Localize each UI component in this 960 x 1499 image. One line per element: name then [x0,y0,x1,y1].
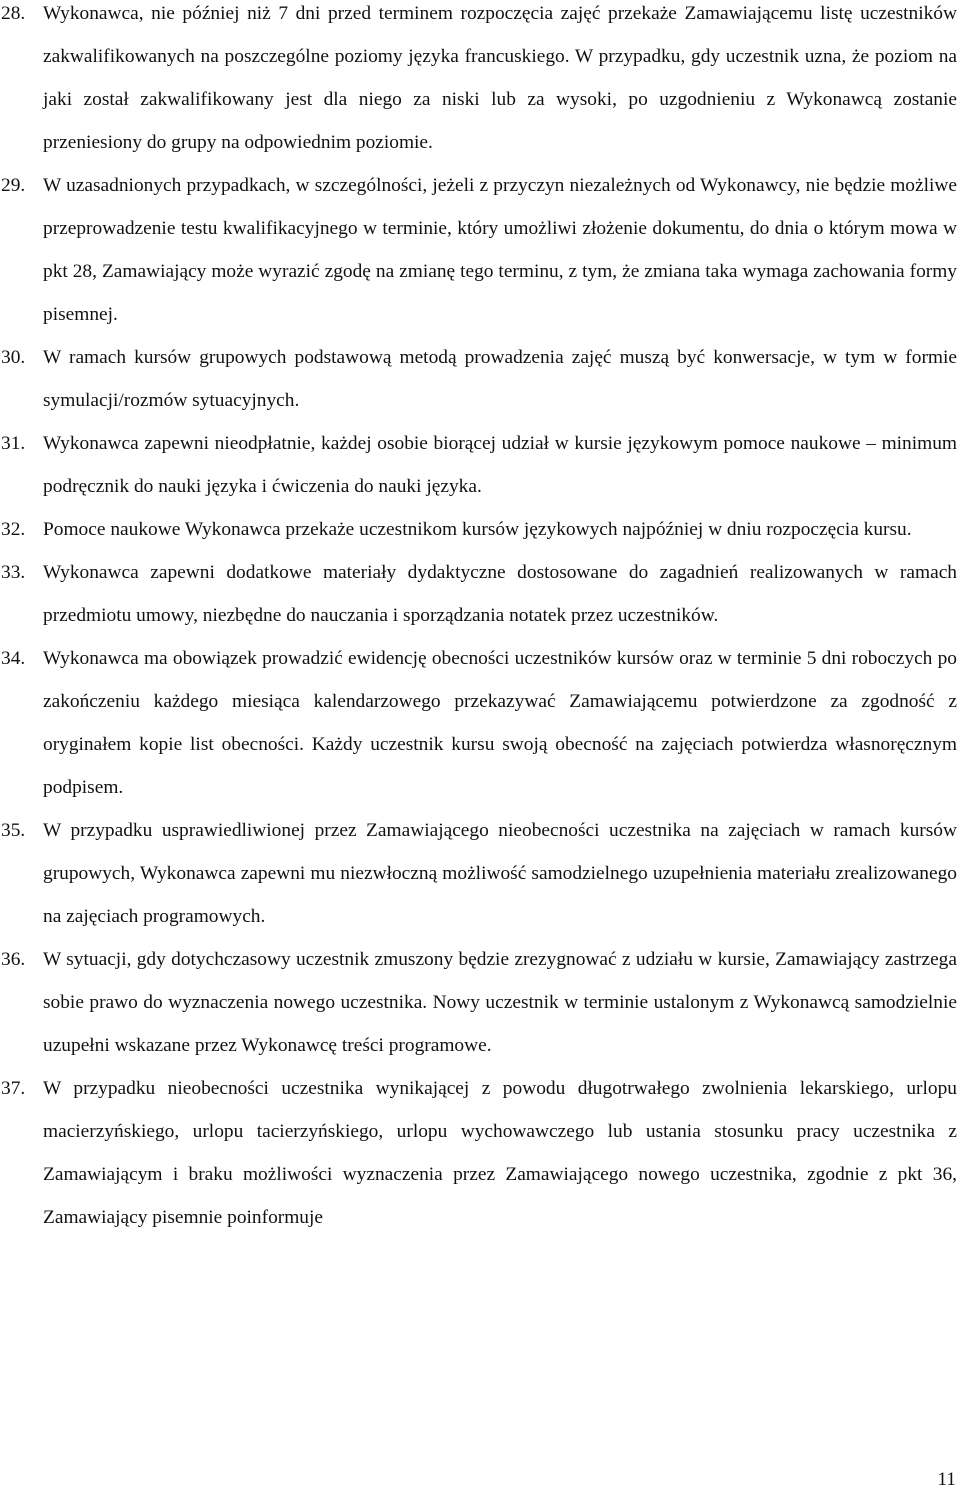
item-text: W przypadku usprawiedliwionej przez Zamawiającego nieobecności uczestnika na zajęciach w ramach kursów grupowych, Wykonawca zapewni mu niezwłoczną możliwość samodzielnego uzupełnienia materiału zrealizowanego na zajęciach programowych. [43,820,957,927]
list-item [0,1067,957,1239]
item-text: Wykonawca, nie później niż 7 dni przed terminem rozpoczęcia zajęć przekaże Zamawiającemu listę uczestników zakwalifikowanych na poszczególne poziomy języka francuskiego. W przypadku, gdy uczestnik uzna, że poziom na jaki został zakwalifikowany jest dla niego za niski lub za wysoki, po uzgodnieniu z Wykonawcą zostanie przeniesiony do grupy na odpowiednim poziomie. [43,3,957,153]
item-text: Pomoce naukowe Wykonawca przekaże uczestnikom kursów językowych najpóźniej w dniu rozpoczęcia kursu. [43,519,912,540]
list-item [0,938,957,1067]
item-number: 31. [1,433,26,454]
list-item [0,0,957,164]
page-number: 11 [937,1469,956,1490]
item-number: 32. [1,519,26,540]
item-text: W sytuacji, gdy dotychczasowy uczestnik zmuszony będzie zrezygnować z udziału w kursie, Zamawiający zastrzega sobie prawo do wyznaczenia nowego uczestnika. Nowy uczestnik w terminie ustalonym z Wykonawcą samodzielnie uzupełni wskazane przez Wykonawcę treści programowe. [43,949,957,1056]
item-text: W ramach kursów grupowych podstawową metodą prowadzenia zajęć muszą być konwersacje, w tym w formie symulacji/rozmów sytuacyjnych. [43,347,957,411]
item-number: 28. [1,3,26,24]
item-number: 34. [1,648,26,669]
item-number: 33. [1,562,26,583]
item-text: Wykonawca zapewni dodatkowe materiały dydaktyczne dostosowane do zagadnień realizowanych w ramach przedmiotu umowy, niezbędne do nauczania i sporządzania notatek przez uczestników. [43,562,957,626]
list-item [0,508,957,551]
item-number: 35. [1,820,26,841]
item-text: W przypadku nieobecności uczestnika wynikającej z powodu długotrwałego zwolnienia lekarskiego, urlopu macierzyńskiego, urlopu tacierzyńskiego, urlopu wychowawczego lub ustania stosunku pracy uczestnika z Zamawiającym i braku możliwości wyznaczenia przez Zamawiającego nowego uczestnika, zgodnie z pkt 36, Zamawiający pisemnie poinformuje [43,1078,957,1228]
list-item [0,422,957,508]
list-item [0,551,957,637]
list-item [0,809,957,938]
list-item [0,637,957,809]
item-number: 36. [1,949,26,970]
list-item [0,336,957,422]
item-text: Wykonawca zapewni nieodpłatnie, każdej osobie biorącej udział w kursie językowym pomoce naukowe – minimum podręcznik do nauki języka i ćwiczenia do nauki języka. [43,433,957,497]
item-number: 37. [1,1078,26,1099]
item-text: Wykonawca ma obowiązek prowadzić ewidencję obecności uczestników kursów oraz w terminie 5 dni roboczych po zakończeniu każdego miesiąca kalendarzowego przekazywać Zamawiającemu potwierdzone za zgodność z oryginałem kopie list obecności. Każdy uczestnik kursu swoją obecność na zajęciach potwierdza własnoręcznym podpisem. [43,648,957,798]
list-item [0,164,957,336]
item-text: W uzasadnionych przypadkach, w szczególności, jeżeli z przyczyn niezależnych od Wykonawcy, nie będzie możliwe przeprowadzenie testu kwalifikacyjnego w terminie, który umożliwi złożenie dokumentu, do dnia o którym mowa w pkt 28, Zamawiający może wyrazić zgodę na zmianę tego terminu, z tym, że zmiana taka wymaga zachowania formy pisemnej. [43,175,957,325]
item-number: 30. [1,347,26,368]
item-number: 29. [1,175,26,196]
